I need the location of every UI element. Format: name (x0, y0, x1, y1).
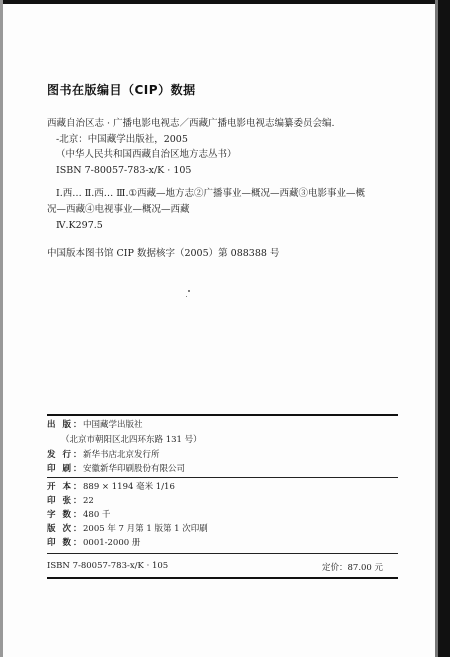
colophon-row-address (61, 435, 202, 446)
footer-price: 定价：87.00 元 (322, 563, 384, 573)
colophon-row-publisher (47, 420, 143, 431)
cip-line-subjects: Ⅰ.西… Ⅱ.西… Ⅲ.①西藏—地方志②广播事业—概况—西藏③电影事业—概 (56, 188, 365, 199)
footer-rule (47, 577, 398, 579)
edition-label: 版 次： (47, 524, 84, 534)
cip-title: 图书在版编目（CIP）数据 (47, 83, 196, 97)
scan-edge-left (0, 0, 3, 657)
distributor-value: 新华书店北京发行所 (83, 450, 160, 460)
copies-label: 印 数： (47, 538, 84, 548)
scan-edge-top (0, 0, 450, 4)
sheets-label: 印 张： (47, 496, 84, 506)
cip-line-classification: Ⅳ.K297.5 (56, 220, 103, 231)
sheets-value: 22 (83, 496, 94, 506)
printer-value: 安徽新华印刷股份有限公司 (83, 464, 186, 474)
footer-isbn: ISBN 7-80057-783-x/K · 105 (47, 561, 169, 571)
format-label: 开 本： (47, 482, 84, 492)
cip-line-series: （中华人民共和国西藏自治区地方志丛书） (56, 149, 237, 160)
publisher-value: 中国藏学出版社 (83, 420, 143, 430)
colophon-rule-bottom (47, 553, 398, 554)
words-value: 480 千 (83, 510, 111, 520)
colophon-row-format (47, 482, 175, 493)
colophon-row-edition (47, 524, 208, 535)
distributor-label: 发 行： (47, 450, 84, 460)
scan-edge-right (438, 0, 450, 657)
cip-line-record-number: 中国版本图书馆 CIP 数据核字（2005）第 088388 号 (47, 248, 280, 259)
edition-value: 2005 年 7 月第 1 版第 1 次印刷 (83, 524, 208, 534)
publisher-label: 出 版： (47, 420, 84, 430)
copies-value: 0001-2000 册 (83, 538, 141, 548)
cip-line-subjects-cont: 况—西藏④电视事业—概况—西藏 (47, 204, 190, 215)
publisher-address: （北京市朝阳区北四环东路 131 号） (61, 435, 202, 445)
scan-speck (188, 290, 190, 292)
colophon-row-distributor (47, 450, 160, 461)
colophon-rule-top (47, 414, 398, 416)
colophon-row-words (47, 510, 110, 521)
printer-label: 印 刷： (47, 464, 84, 474)
cip-line-publisher: -北京：中国藏学出版社，2005 (56, 134, 188, 145)
words-label: 字 数： (47, 510, 84, 520)
colophon-row-sheets (47, 496, 94, 507)
colophon-row-copies (47, 538, 140, 549)
cip-line-isbn: ISBN 7-80057-783-x/K · 105 (56, 165, 192, 176)
cip-line-title: 西藏自治区志 · 广播电影电视志／西藏广播电影电视志编纂委员会编. (47, 118, 335, 129)
format-value: 889 × 1194 毫米 1/16 (83, 482, 175, 492)
scan-speck (186, 296, 187, 297)
colophon-row-printer (47, 464, 185, 475)
colophon-rule-middle (47, 477, 398, 478)
